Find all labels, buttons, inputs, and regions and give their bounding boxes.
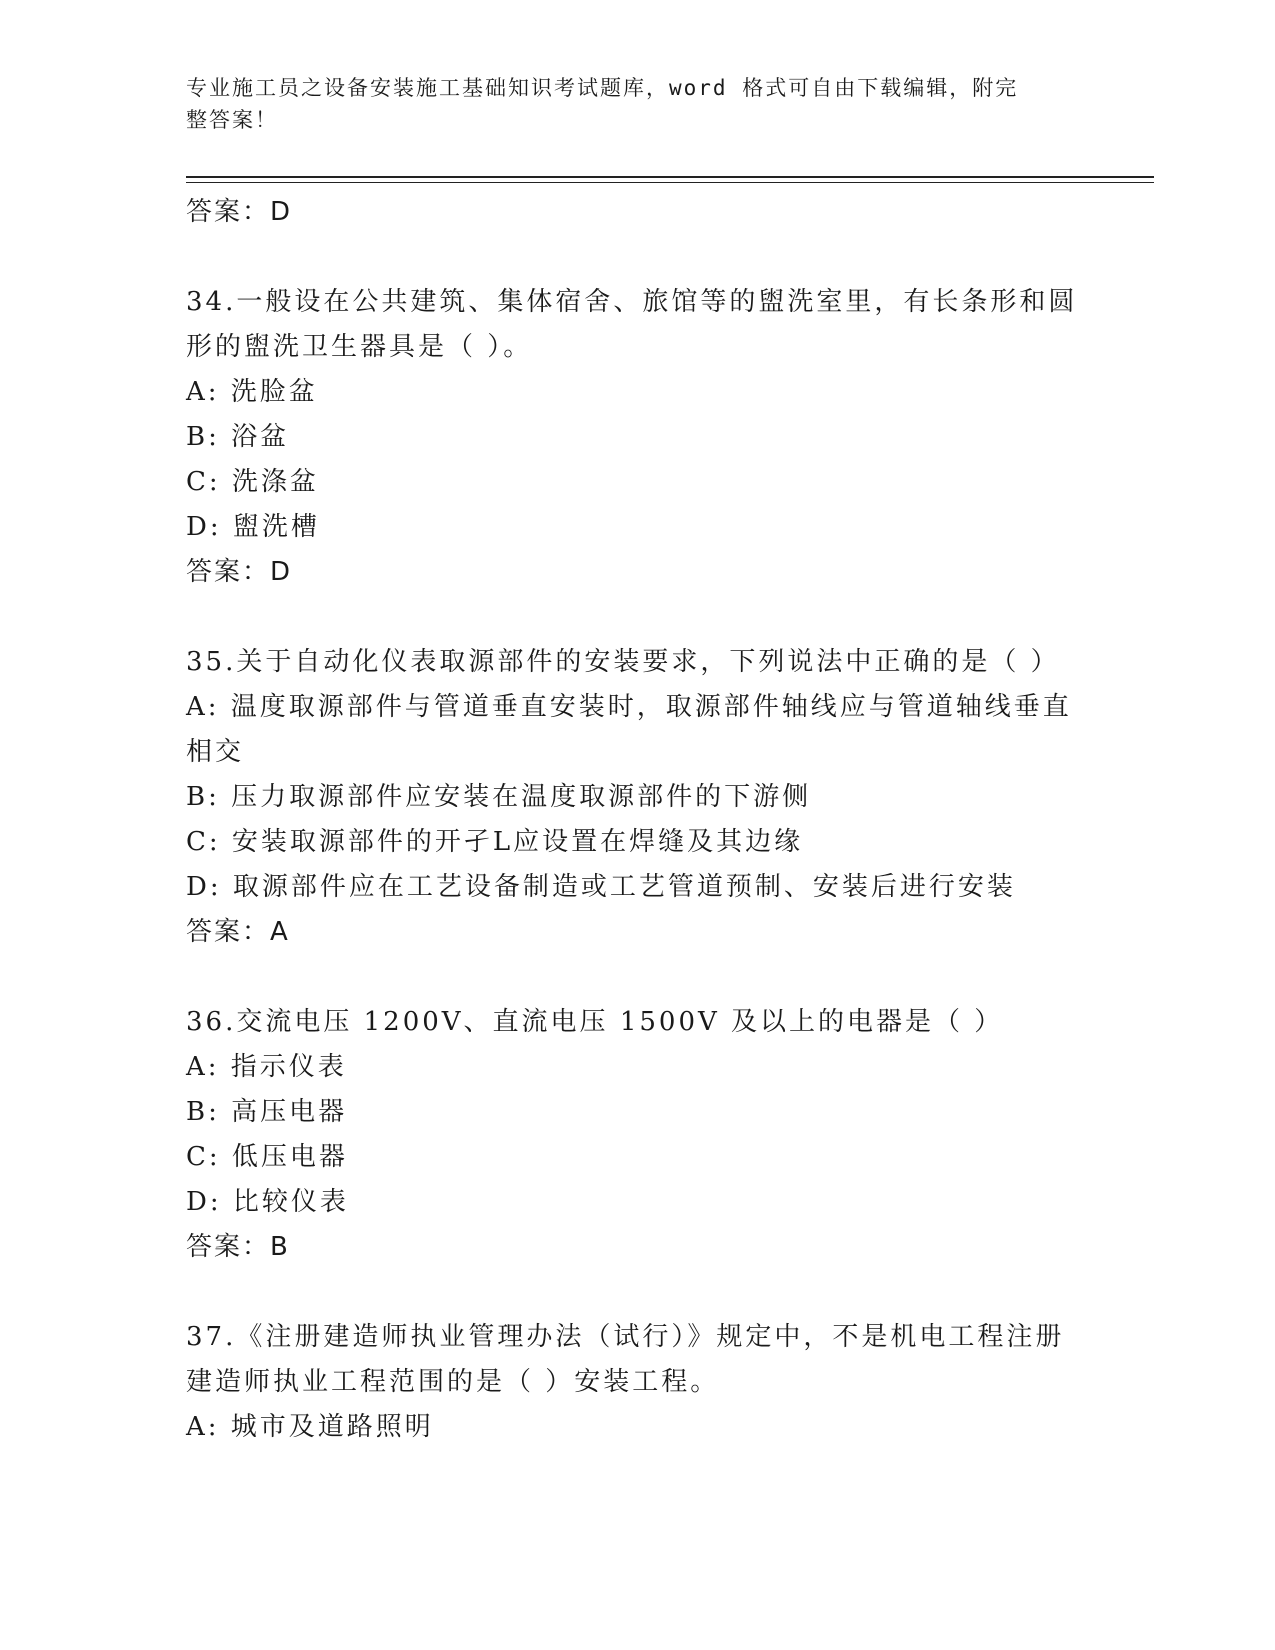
answer-value: D bbox=[270, 197, 293, 227]
header-divider-thin bbox=[186, 182, 1154, 183]
answer-label: 答案： bbox=[186, 557, 271, 587]
q34-answer bbox=[186, 550, 1106, 595]
q33-answer bbox=[186, 190, 1106, 235]
question-36 bbox=[186, 1000, 1106, 1270]
question-35 bbox=[186, 640, 1106, 955]
question-37 bbox=[186, 1315, 1106, 1450]
q35-stem: 35.关于自动化仪表取源部件的安装要求，下列说法中正确的是（ ） bbox=[186, 647, 1060, 677]
q34-stem-line-2: 形的盥洗卫生器具是（ ）。 bbox=[186, 332, 533, 362]
document-header bbox=[186, 72, 1066, 136]
header-text-line-1: 专业施工员之设备安装施工基础知识考试题库，word 格式可自由下载编辑，附完 bbox=[186, 76, 1019, 100]
q34-option-d: D: 盥洗槽 bbox=[186, 512, 320, 542]
q36-option-d: D: 比较仪表 bbox=[186, 1187, 349, 1217]
header-text-line-2: 整答案！ bbox=[186, 108, 278, 132]
q34-option-b: B: 浴盆 bbox=[186, 422, 290, 452]
q35-option-a-line-2: 相交 bbox=[186, 737, 245, 767]
q36-option-b: B: 高压电器 bbox=[186, 1097, 348, 1127]
q36-option-a: A: 指示仪表 bbox=[186, 1052, 347, 1082]
q35-option-c: C: 安装取源部件的开孑L应设置在焊缝及其边缘 bbox=[186, 827, 804, 857]
answer-label: 答案： bbox=[186, 1232, 271, 1262]
header-divider-thick bbox=[186, 176, 1154, 178]
question-list bbox=[186, 190, 1106, 1450]
answer-value: D bbox=[270, 557, 293, 587]
q36-option-c: C: 低压电器 bbox=[186, 1142, 348, 1172]
q35-option-a-line-1: A: 温度取源部件与管道垂直安装时，取源部件轴线应与管道轴线垂直 bbox=[186, 692, 1072, 722]
question-34 bbox=[186, 280, 1106, 595]
q36-stem: 36.交流电压 1200V、直流电压 1500V 及以上的电器是（ ） bbox=[186, 1007, 1004, 1037]
q37-stem-line-1: 37.《注册建造师执业管理办法（试行）》规定中，不是机电工程注册 bbox=[186, 1322, 1065, 1352]
q36-answer bbox=[186, 1225, 1106, 1270]
answer-value: A bbox=[270, 917, 290, 947]
answer-label: 答案： bbox=[186, 917, 271, 947]
q34-option-a: A: 洗脸盆 bbox=[186, 377, 318, 407]
q35-answer bbox=[186, 910, 1106, 955]
answer-value: B bbox=[270, 1232, 290, 1262]
q37-stem-line-2: 建造师执业工程范围的是（ ）安装工程。 bbox=[186, 1367, 720, 1397]
q34-option-c: C: 洗涤盆 bbox=[186, 467, 319, 497]
q35-option-d: D: 取源部件应在工艺设备制造或工艺管道预制、安装后进行安装 bbox=[186, 872, 1016, 902]
q35-option-b: B: 压力取源部件应安装在温度取源部件的下游侧 bbox=[186, 782, 812, 812]
q37-option-a: A: 城市及道路照明 bbox=[186, 1412, 434, 1442]
answer-label: 答案： bbox=[186, 197, 271, 227]
q34-stem-line-1: 34.一般设在公共建筑、集体宿舍、旅馆等的盥洗室里，有长条形和圆 bbox=[186, 287, 1078, 317]
